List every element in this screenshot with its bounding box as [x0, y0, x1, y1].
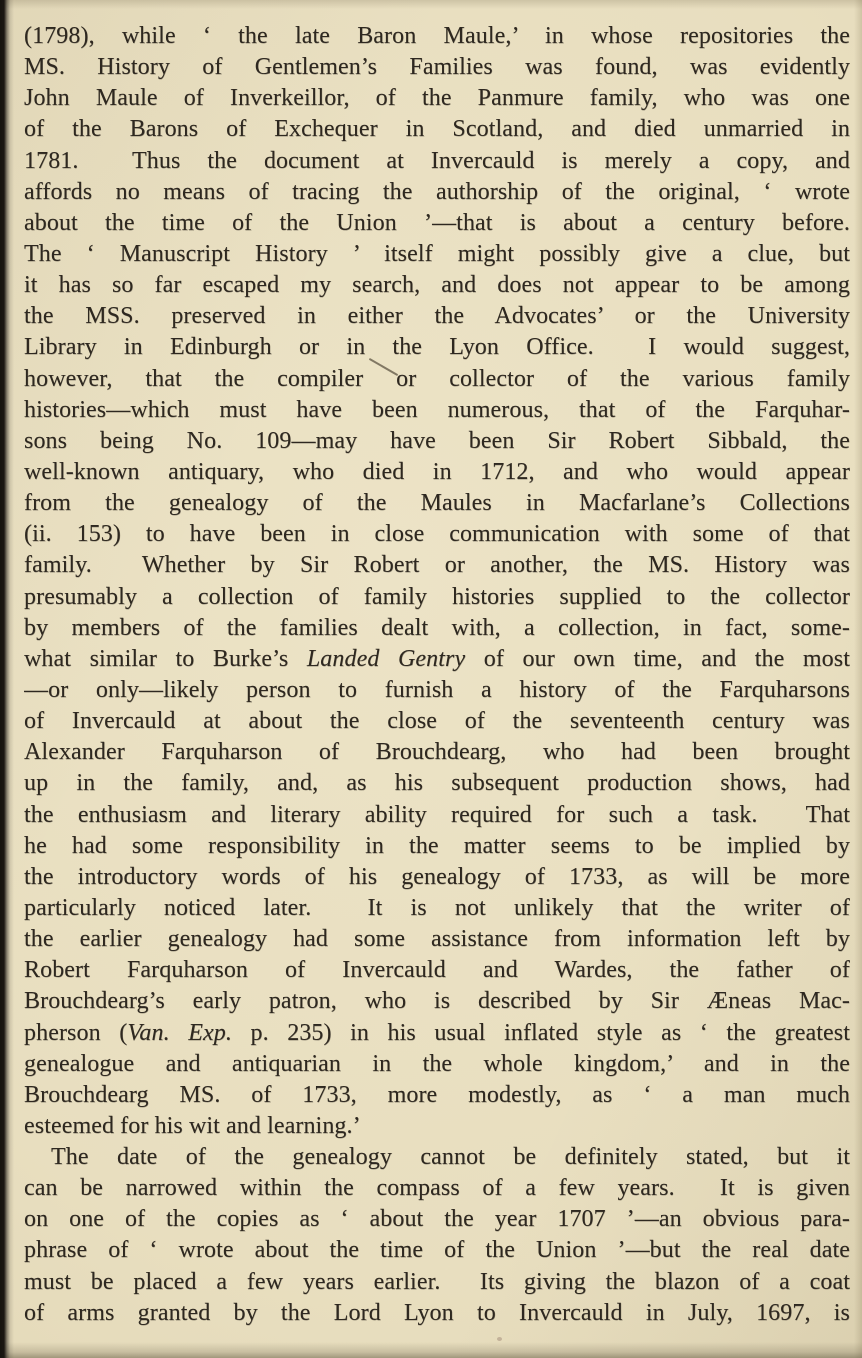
text-segment: must be placed a few years earlier. Its giving the blazon of a coat: [24, 1268, 850, 1295]
text-line: [24, 613, 850, 644]
text-segment: can be narrowed within the compass of a few years. It is given: [24, 1175, 850, 1202]
italic-text-segment: Landed Gentry: [306, 645, 466, 672]
text-segment: particularly noticed later. It is not unlikely that the writer of: [24, 894, 850, 921]
text-segment: by members of the families dealt with, a collection, in fact, some-: [24, 614, 850, 641]
text-line: [24, 270, 850, 301]
text-line: [24, 177, 850, 208]
text-line: [24, 893, 850, 924]
text-segment: Alexander Farquharson of Brouchdearg, who had been brought: [24, 739, 850, 766]
text-segment: up in the family, and, as his subsequent production shows, had: [24, 770, 850, 797]
page-binding-edge: [0, 0, 14, 1358]
text-segment: on one of the copies as ‘ about the year 1707 ’—an obvious para-: [24, 1206, 850, 1233]
text-line: [24, 239, 850, 270]
text-line: [24, 52, 850, 83]
text-segment: it has so far escaped my search, and does not appear to be among: [24, 272, 850, 299]
text-segment: 1781. Thus the document at Invercauld is merely a copy, and: [24, 147, 850, 174]
text-segment: (1798), while ‘ the late Baron Maule,’ in whose repositories the: [24, 23, 850, 49]
text-segment: of Invercauld at about the close of the seventeenth century was: [24, 708, 850, 735]
text-segment: genealogue and antiquarian in the whole kingdom,’ and in the: [24, 1050, 850, 1077]
text-segment: about the time of the Union ’—that is about a century before.: [24, 209, 850, 236]
text-segment: presumably a collection of family histories supplied to the collector: [24, 583, 850, 610]
page-right-shadow: [854, 0, 862, 1358]
text-segment: histories—which must have been numerous, that of the Farquhar-: [24, 396, 850, 423]
text-line: [24, 768, 850, 799]
text-line: [24, 114, 850, 145]
text-segment: however, that the compiler or collector of the various family: [24, 365, 850, 392]
text-line: [24, 1204, 850, 1235]
text-segment: sons being No. 109—may have been Sir Robert Sibbald, the: [24, 427, 850, 454]
text-segment: family. Whether by Sir Robert or another, the MS. History was: [24, 552, 850, 579]
text-segment: —or only—likely person to furnish a history of the Farquharsons: [24, 676, 850, 703]
text-line: [24, 1080, 850, 1111]
text-segment: Library in Edinburgh or in the Lyon Office. I would suggest,: [24, 334, 850, 361]
text-line: [24, 21, 850, 52]
text-line: [24, 488, 850, 519]
text-segment: MS. History of Gentlemen’s Families was found, was evidently: [24, 54, 850, 81]
text-line: [24, 582, 850, 613]
text-line: [24, 146, 850, 177]
text-segment: phrase of ‘ wrote about the time of the Union ’—but the real date: [24, 1237, 850, 1264]
text-line: [24, 519, 850, 550]
text-line: [24, 924, 850, 955]
text-line: [24, 208, 850, 239]
paper-blemish: [497, 1337, 502, 1341]
text-line: [24, 862, 850, 893]
italic-text-segment: Van. Exp.: [127, 1019, 232, 1046]
text-line: [24, 1142, 850, 1173]
text-segment: (ii. 153) to have been in close communication with some of that: [24, 521, 850, 548]
text-segment: The ‘ Manuscript History ’ itself might possibly give a clue, but: [24, 240, 850, 267]
text-segment: the enthusiasm and literary ability required for such a task. That: [24, 801, 850, 828]
text-line: [24, 1173, 850, 1204]
text-segment: the introductory words of his genealogy of 1733, as will be more: [24, 863, 850, 890]
text-segment: he had some responsibility in the matter seems to be implied by: [24, 832, 850, 859]
text-line: [24, 955, 850, 986]
text-line: [24, 1018, 850, 1049]
text-line: [24, 986, 850, 1017]
text-segment: of arms granted by the Lord Lyon to Invercauld in July, 1697, is: [24, 1299, 850, 1326]
text-line: [24, 675, 850, 706]
text-line: [24, 364, 850, 395]
text-segment: the MSS. preserved in either the Advocates’ or the University: [24, 303, 850, 330]
text-line: [24, 800, 850, 831]
text-segment: of the Barons of Exchequer in Scotland, and died unmarried in: [24, 116, 850, 143]
text-segment: Brouchdearg’s early patron, who is described by Sir Æneas Mac-: [24, 988, 850, 1015]
text-line: [24, 301, 850, 332]
text-segment: the earlier genealogy had some assistance from information left by: [24, 926, 850, 953]
text-line: [24, 426, 850, 457]
text-segment: Brouchdearg MS. of 1733, more modestly, as ‘ a man much: [24, 1081, 850, 1108]
text-line: [24, 1049, 850, 1080]
text-line: [24, 1267, 850, 1298]
text-line: [24, 395, 850, 426]
text-line: [24, 644, 850, 675]
text-line: [24, 550, 850, 581]
text-line: [24, 1235, 850, 1266]
text-line: [24, 831, 850, 862]
text-line: [24, 737, 850, 768]
text-segment: well-known antiquary, who died in 1712, and who would appear: [24, 458, 850, 485]
text-segment: Robert Farquharson of Invercauld and Wardes, the father of: [24, 957, 850, 984]
page-bottom-shadow: [0, 1342, 862, 1358]
text-line: [24, 332, 850, 363]
text-line: [24, 83, 850, 114]
text-segment: John Maule of Inverkeillor, of the Panmure family, who was one: [24, 85, 850, 112]
text-line: [24, 1298, 850, 1329]
text-line: [24, 1111, 850, 1142]
page-text: [24, 21, 850, 1329]
text-segment: pherson (: [24, 1019, 128, 1046]
text-line: [24, 457, 850, 488]
text-segment: affords no means of tracing the authorship of the original, ‘ wrote: [24, 178, 850, 205]
text-segment: p. 235) in his usual inflated style as ‘ the greatest: [231, 1019, 850, 1046]
text-segment: esteemed for his wit and learning.’: [24, 1112, 361, 1139]
page-top-shadow: [0, 0, 862, 9]
text-segment: what similar to Burke’s: [24, 645, 307, 672]
text-line: [24, 706, 850, 737]
text-segment: The date of the genealogy cannot be definitely stated, but it: [51, 1144, 850, 1171]
text-segment: from the genealogy of the Maules in Macfarlane’s Collections: [24, 490, 850, 517]
text-segment: of our own time, and the most: [465, 645, 850, 672]
